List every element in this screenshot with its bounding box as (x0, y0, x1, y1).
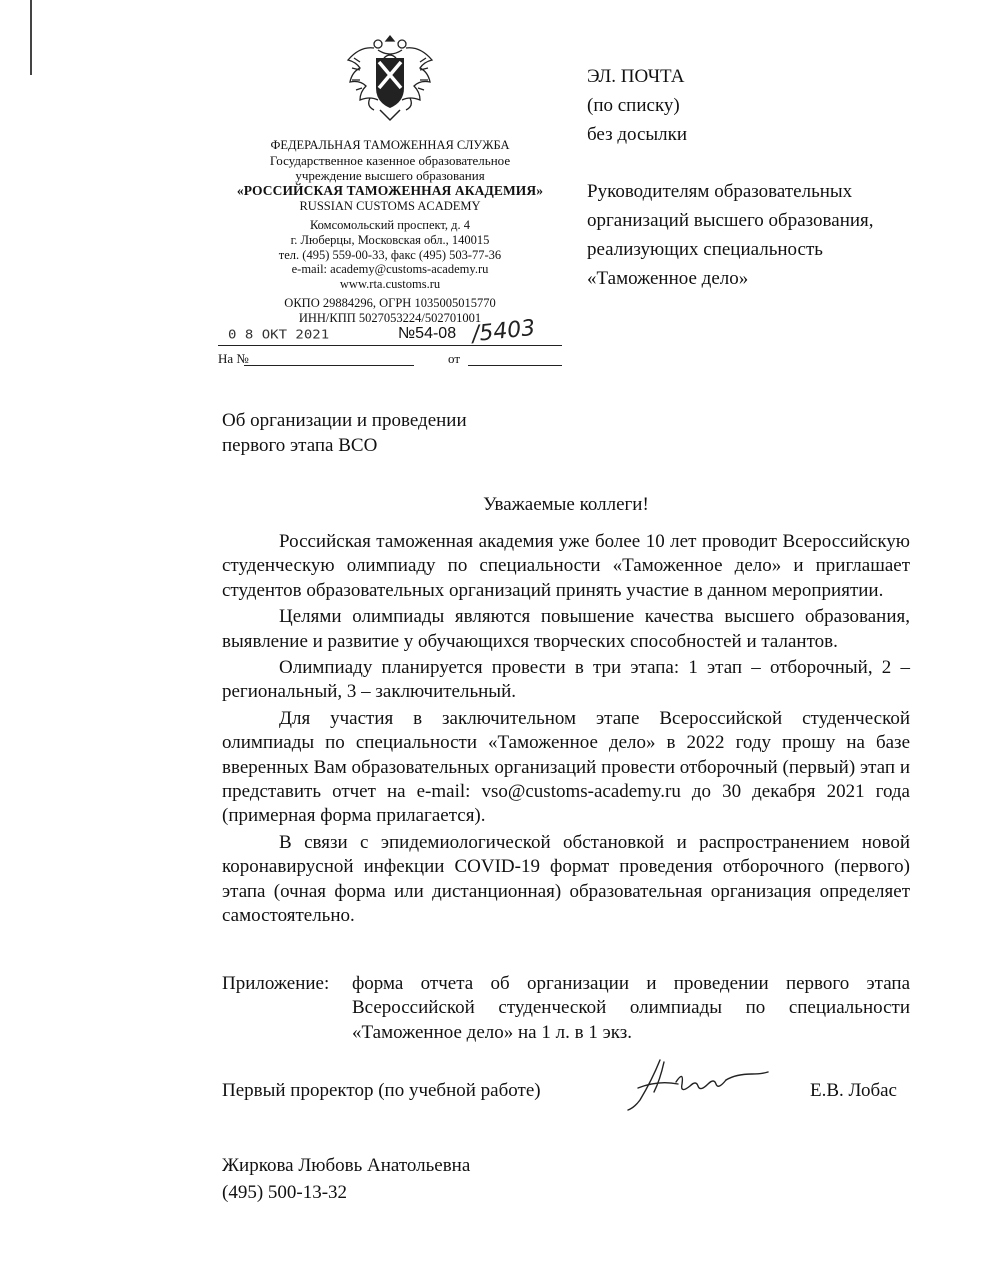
coat-of-arms-icon (340, 28, 440, 128)
letterhead-service: ФЕДЕРАЛЬНАЯ ТАМОЖЕННАЯ СЛУЖБА (270, 138, 510, 152)
paragraph: Для участия в заключительном этапе Всероссийской студенческой олимпиады по специальности «Таможенное дело» в 2022 году прошу на базе вверенных Вам образовательных организаций провести отборочный (первый) этап и представить отчет на e-mail: vso@customs-academy.ru до 30 декабря 2021 года (примерная форма прилагается). (222, 707, 910, 827)
letterhead-address-2: г. Люберцы, Московская обл., 140015 (290, 232, 490, 247)
handwritten-signature-icon (618, 1052, 778, 1112)
addressee-block (587, 62, 927, 293)
appendix-rest: Всероссийской студенческой олимпиады по специальности «Таможенное дело» на 1 л. в 1 экз. (352, 997, 910, 1043)
distribution-note: (по списку) (587, 95, 680, 116)
letterhead-okpo-ogrn: ОКПО 29884296, ОГРН 1035005015770 (284, 295, 496, 310)
registration-number: №54-08 (398, 325, 457, 343)
subject-line-2: первого этапа ВСО (222, 435, 378, 456)
contact-name: Жиркова Любовь Анатольевна (222, 1155, 471, 1176)
contact-phone: (495) 500-13-32 (222, 1182, 348, 1203)
addressee-line-1: Руководителям образовательных (587, 181, 853, 202)
appendix-first-line: форма отчета об организации и проведении первого этапа (352, 973, 910, 994)
addressee-line-3: реализующих специальность (587, 239, 823, 260)
signatory-position: Первый проректор (по учебной работе) (222, 1080, 541, 1101)
letterhead-inn-kpp: ИНН/КПП 5027053224/502701001 (298, 310, 482, 325)
reference-row (218, 349, 562, 367)
signatory-name: Е.В. Лобас (810, 1080, 897, 1101)
appendix-label: Приложение: (222, 973, 330, 994)
greeting: Уважаемые коллеги! (483, 494, 649, 515)
paragraph: В связи с эпидемиологической обстановкой и распространением новой коронавирусной инфекции COVID-19 формат проведения отборочного (первого) этапа (очная форма или дистанционная) образовательная организация определяет самостоятельно. (222, 831, 910, 927)
letterhead-website: www.rta.customs.ru (339, 277, 441, 292)
registration-date-stamp: 0 8 ОКТ 2021 (228, 328, 330, 343)
letterhead-email: e-mail: academy@customs-academy.ru (291, 262, 489, 277)
letterhead-address-1: Комсомольский проспект, д. 4 (309, 218, 471, 233)
addressee-line-2: организаций высшего образования, (587, 210, 874, 231)
paragraph: Целями олимпиады являются повышение качества высшего образования, выявление и развитие у обучающихся творческих способностей и талантов. (222, 606, 910, 652)
registration-number-handwritten: /5403 (470, 316, 537, 348)
letter-subject (222, 408, 552, 458)
addressee-line-4: «Таможенное дело» (587, 268, 749, 289)
letter-body (222, 530, 910, 931)
letterhead-org-name: «РОССИЙСКАЯ ТАМОЖЕННАЯ АКАДЕМИЯ» (236, 183, 544, 199)
scan-edge-mark (30, 0, 32, 75)
subject-line-1: Об организации и проведении (222, 410, 467, 431)
contact-block (222, 1152, 470, 1206)
letterhead-org-type-2: учреждение высшего образования (295, 168, 485, 184)
letterhead-phones: тел. (495) 559-00-33, факс (495) 503-77-36 (278, 247, 502, 262)
reference-date-label: от (448, 351, 461, 367)
paragraph: Олимпиаду планируется провести в три этапа: 1 этап – отборочный, 2 – региональный, 3 – заключительный. (222, 657, 910, 703)
no-followup-note: без досылки (587, 124, 688, 145)
appendix (222, 972, 910, 1045)
letterhead-org-type-1: Государственное казенное образовательное (269, 152, 511, 168)
mail-type: ЭЛ. ПОЧТА (587, 66, 685, 87)
paragraph: Российская таможенная академия уже более 10 лет проводит Всероссийскую студенческую олимпиаду по специальности «Таможенное дело» и приглашает студентов образовательных организаций принять участие в данном мероприятии. (222, 531, 910, 601)
letterhead-org-name-en: RUSSIAN CUSTOMS ACADEMY (299, 199, 481, 214)
letterhead (218, 28, 562, 367)
reference-number-label: На № (218, 351, 249, 367)
